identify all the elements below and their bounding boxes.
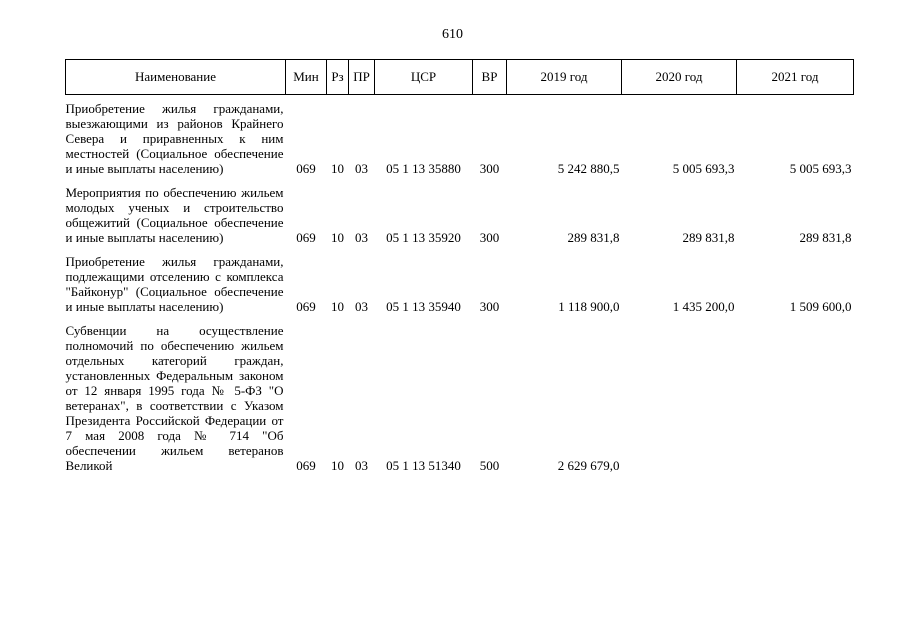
table-row xyxy=(66,95,854,177)
header-csr: ЦСР xyxy=(375,60,473,95)
row-2021: 289 831,8 xyxy=(799,230,852,245)
header-vr: ВР xyxy=(473,60,507,95)
row-2021 xyxy=(737,314,854,473)
header-pr: ПР xyxy=(349,60,375,95)
row-vr: 300 xyxy=(479,230,500,245)
row-name: Субвенции на осуществление полномочий по обеспечению жильем отдельных категорий граждан, установленных Федеральным законом от 12 января 1995 года № 5-ФЗ "О ветеранах", в соответствии с Указом Президента Российской Федерации от 7 мая 2008 года № 714 "Об обеспечении жильем ветеранов Великой xyxy=(65,323,284,473)
row-csr: 05 1 13 35920 xyxy=(386,230,461,245)
row-pr: 03 xyxy=(355,299,368,314)
row-2020 xyxy=(622,314,737,473)
row-2021: 1 509 600,0 xyxy=(789,299,852,314)
row-name: Мероприятия по обеспечению жильем молодых ученых и строительство общежитий (Социальное обеспечение и иные выплаты населению) xyxy=(65,185,284,245)
row-2020: 5 005 693,3 xyxy=(672,161,735,176)
table-row xyxy=(66,314,854,473)
row-pr: 03 xyxy=(355,458,368,473)
row-name: Приобретение жилья гражданами, выезжающими из районов Крайнего Севера и приравненных к ним местностей (Социальное обеспечение и иные выплаты населению) xyxy=(65,101,284,176)
row-name: Приобретение жилья гражданами, подлежащими отселению с комплекса "Байконур" (Социальное обеспечение и иные выплаты населению) xyxy=(65,254,284,314)
row-2019: 5 242 880,5 xyxy=(557,161,620,176)
row-vr: 300 xyxy=(479,161,500,176)
row-2020: 289 831,8 xyxy=(682,230,735,245)
page-number: 610 xyxy=(442,27,463,42)
row-min: 069 xyxy=(296,230,316,245)
row-2021: 5 005 693,3 xyxy=(789,161,852,176)
header-rz: Рз xyxy=(327,60,349,95)
row-csr: 05 1 13 51340 xyxy=(386,458,461,473)
table-row xyxy=(66,245,854,314)
header-2019: 2019 год xyxy=(507,60,622,95)
row-2019: 2 629 679,0 xyxy=(557,458,620,473)
row-vr: 500 xyxy=(479,458,500,473)
row-pr: 03 xyxy=(355,230,368,245)
table-header-row xyxy=(66,60,854,95)
row-pr: 03 xyxy=(355,161,368,176)
row-2019: 289 831,8 xyxy=(567,230,620,245)
row-min: 069 xyxy=(296,458,316,473)
header-2021: 2021 год xyxy=(737,60,854,95)
row-min: 069 xyxy=(296,161,316,176)
row-csr: 05 1 13 35940 xyxy=(386,299,461,314)
row-rz: 10 xyxy=(331,230,344,245)
row-2019: 1 118 900,0 xyxy=(558,299,620,314)
row-rz: 10 xyxy=(331,161,344,176)
row-rz: 10 xyxy=(331,299,344,314)
table-row xyxy=(66,176,854,245)
header-min: Мин xyxy=(286,60,327,95)
header-2020: 2020 год xyxy=(622,60,737,95)
header-name: Наименование xyxy=(66,60,286,95)
row-rz: 10 xyxy=(331,458,344,473)
row-min: 069 xyxy=(296,299,316,314)
row-csr: 05 1 13 35880 xyxy=(386,161,461,176)
budget-table xyxy=(65,59,854,473)
row-2020: 1 435 200,0 xyxy=(672,299,735,314)
row-vr: 300 xyxy=(479,299,500,314)
